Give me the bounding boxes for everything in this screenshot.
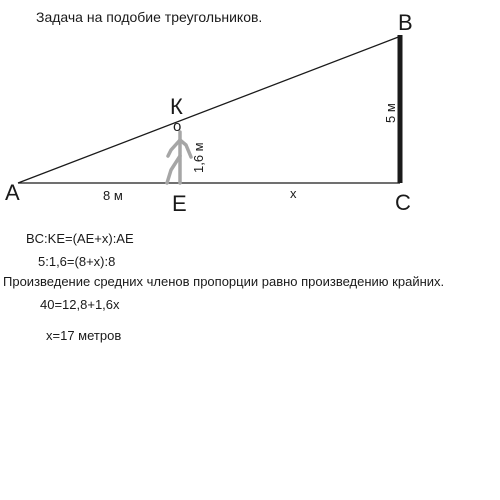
line-ab [18,36,401,183]
page-title: Задача на подобие треугольников. [36,9,263,25]
segment-ae-label: 8 м [103,188,123,203]
product-equation: 40=12,8+1,6x [40,297,120,312]
person-left-leg [167,156,180,183]
person-figure [167,132,191,183]
point-k-label: К [170,94,183,119]
point-b-label: B [398,10,413,35]
point-c-label: C [395,190,411,215]
proportion-formula: BC:KE=(AE+x):AE [26,231,134,246]
point-o-label: o [173,118,182,135]
substituted-formula: 5:1,6=(8+x):8 [38,254,116,269]
proportion-note: Произведение средних членов пропорции равно произведению крайних. [3,274,445,289]
point-e-label: E [172,191,187,216]
segment-bc-label: 5 м [383,103,398,123]
answer-text: x=17 метров [46,328,122,343]
triangle-diagram [0,0,500,230]
person-left-arm [168,140,180,156]
point-a-label: A [5,180,20,205]
segment-ec-label: x [290,186,297,201]
segment-ke-label: 1,6 м [191,142,206,173]
